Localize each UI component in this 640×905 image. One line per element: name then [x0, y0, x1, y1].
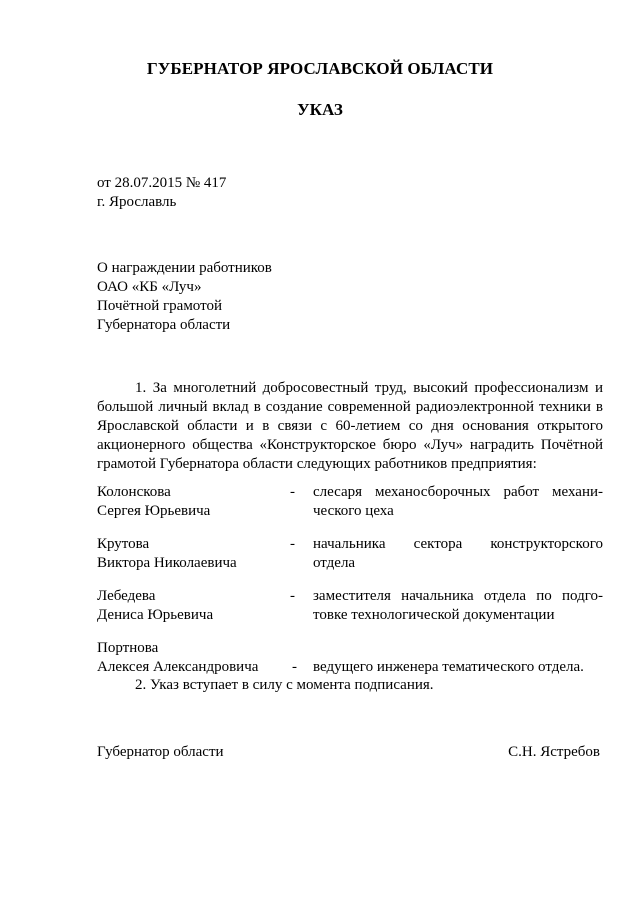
position-line: ведущего инженера тематического отдела.	[313, 659, 584, 675]
subject-line: О награждении работников	[97, 260, 272, 276]
subject-line: Почётной грамотой	[97, 298, 222, 314]
awardee-given-name: Виктора Николаевича	[97, 555, 237, 571]
document-type-heading: УКАЗ	[297, 100, 343, 119]
authority-heading: ГУБЕРНАТОР ЯРОСЛАВСКОЙ ОБЛАСТИ	[146, 59, 494, 78]
awardee-given-name: Дениса Юрьевича	[97, 607, 214, 623]
paragraph-1: 1. За многолетний добросовестный труд, высокий профессионализм и большой личный вклад в создание современной радиоэлектронной техники в Ярославской области и в связи с 60-летием со дня основания открытого акционерного общества «Конструкторское бюро «Луч» наградить Почётной грамотой Губернатора области следующих работников предприятия:	[97, 380, 603, 472]
awardee-entry	[97, 535, 603, 573]
dash-separator: -	[290, 484, 295, 500]
awardee-surname: Портнова	[97, 640, 159, 656]
position-line: ческого цеха	[313, 503, 394, 519]
city: г. Ярославль	[97, 194, 177, 210]
position-line: товке технологической документации	[313, 607, 555, 623]
awardee-position	[313, 535, 603, 573]
awardee-name	[97, 639, 287, 677]
awardee-list	[97, 483, 603, 691]
dash-separator: -	[292, 659, 297, 675]
paragraph-2: 2. Указ вступает в силу с момента подписания.	[135, 677, 434, 693]
awardee-entry	[97, 587, 603, 625]
awardee-surname: Колонскова	[97, 484, 171, 500]
position-line: слесаря механосборочных работ механи-	[313, 484, 603, 500]
date-number: от 28.07.2015 № 417	[97, 175, 227, 191]
document-meta	[97, 174, 226, 212]
awardee-name	[97, 483, 287, 521]
awardee-given-name: Сергея Юрьевича	[97, 503, 211, 519]
dash-separator: -	[290, 536, 295, 552]
subject-line: Губернатора области	[97, 317, 231, 333]
awardee-name	[97, 535, 287, 573]
signatory-title: Губернатор области	[97, 744, 224, 760]
awardee-given-name: Алексея Александровича	[97, 659, 259, 675]
awardee-position	[313, 658, 603, 677]
position-line: отдела	[313, 555, 356, 571]
signatory-name: С.Н. Ястребов	[508, 744, 600, 760]
awardee-position	[313, 483, 603, 521]
awardee-position	[313, 587, 603, 625]
document-subject	[97, 259, 272, 335]
awardee-entry	[97, 639, 603, 677]
awardee-surname: Крутова	[97, 536, 150, 552]
position-line: начальника сектора конструкторского	[313, 536, 603, 552]
awardee-surname: Лебедева	[97, 588, 156, 604]
dash-separator: -	[290, 588, 295, 604]
awardee-entry	[97, 483, 603, 521]
awardee-name	[97, 587, 287, 625]
subject-line: ОАО «КБ «Луч»	[97, 279, 202, 295]
position-line: заместителя начальника отдела по подго-	[313, 588, 603, 604]
